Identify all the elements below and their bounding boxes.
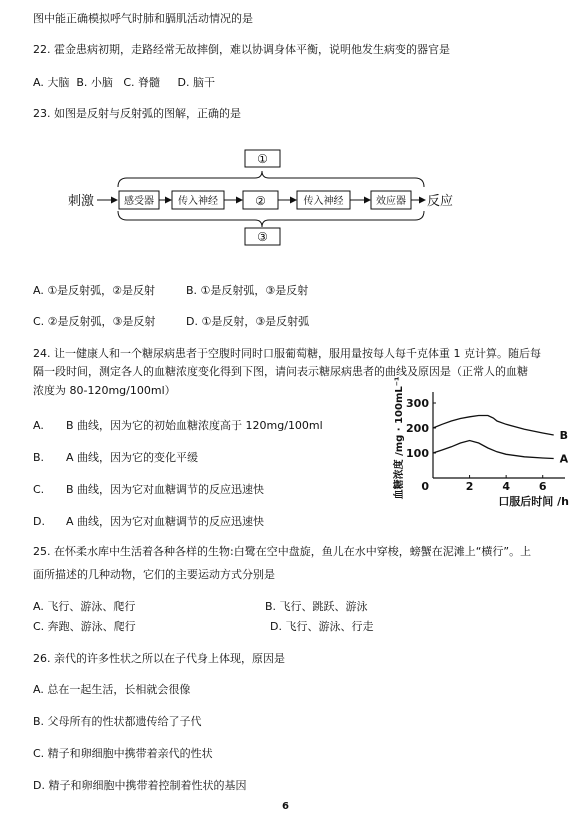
y-axis-label: 血糖浓度 /mg · 100mL⁻¹ bbox=[394, 376, 405, 500]
q24-option-d-letter: D. bbox=[33, 515, 45, 528]
q25-option-a: A. 飞行、游泳、爬行 bbox=[33, 600, 136, 613]
q23-option-b: B. ①是反射弧，③是反射 bbox=[186, 284, 309, 297]
box-1-label: ① bbox=[257, 152, 268, 166]
q25-option-d: D. 飞行、游泳、行走 bbox=[270, 620, 374, 633]
bottom-brace bbox=[118, 211, 424, 227]
q24-option-d: A 曲线，因为它对血糖调节的反应迅速快 bbox=[66, 515, 265, 528]
q23-option-d: D. ①是反射，③是反射弧 bbox=[186, 315, 310, 328]
x-axis-label: 口服后时间 /h bbox=[498, 495, 569, 508]
question-22-stem: 22. 霍金患病初期，走路经常无故摔倒，难以协调身体平衡，说明他发生病变的器官是 bbox=[33, 43, 450, 56]
center-label: ② bbox=[255, 194, 266, 208]
q24-option-c: B 曲线，因为它对血糖调节的反应迅速快 bbox=[66, 483, 265, 496]
q24-option-b-letter: B. bbox=[33, 451, 45, 464]
origin-label: 0 bbox=[421, 480, 429, 493]
question-24-stem-3: 浓度为 80-120mg/100ml） bbox=[33, 384, 176, 397]
q23-option-a: A. ①是反射弧，②是反射 bbox=[33, 284, 156, 297]
x-tick-label: 6 bbox=[538, 480, 547, 493]
effector-label: 效应器 bbox=[376, 196, 406, 207]
stimulus-label: 刺激 bbox=[68, 194, 95, 209]
question-21-tail: 图中能正确模拟呼气时肺和膈肌活动情况的是 bbox=[33, 12, 253, 25]
response-label: 反应 bbox=[427, 194, 454, 209]
q25-option-c: C. 奔跑、游泳、爬行 bbox=[33, 620, 136, 633]
x-tick-label: 4 bbox=[502, 480, 510, 493]
series-label-B: B bbox=[559, 429, 569, 442]
series-line-A bbox=[433, 441, 554, 459]
q24-option-a-letter: A. bbox=[33, 419, 44, 432]
y-tick-label: 200 bbox=[406, 422, 429, 435]
q24-option-a: B 曲线，因为它的初始血糖浓度高于 120mg/100ml bbox=[66, 419, 323, 432]
box-3-label: ③ bbox=[257, 230, 268, 244]
y-tick-label: 100 bbox=[406, 447, 429, 460]
y-tick-label: 300 bbox=[406, 397, 429, 410]
blood-glucose-chart bbox=[378, 376, 569, 510]
question-25-stem-1: 25. 在怀柔水库中生活着各种各样的生物:白鹭在空中盘旋，鱼儿在水中穿梭，螃蟹在泥滩上“横行”。上 bbox=[33, 545, 532, 558]
question-26-stem: 26. 亲代的许多性状之所以在子代身上体现，原因是 bbox=[33, 652, 285, 665]
question-25-stem-2: 面所描述的几种动物，它们的主要运动方式分别是 bbox=[33, 568, 275, 581]
q24-option-b: A 曲线，因为它的变化平缓 bbox=[66, 451, 199, 464]
q26-option-a: A. 总在一起生活，长相就会很像 bbox=[33, 683, 191, 696]
afferent-label: 传入神经 bbox=[178, 196, 218, 207]
question-23-stem: 23. 如图是反射与反射弧的图解，正确的是 bbox=[33, 107, 241, 120]
q25-option-b: B. 飞行、跳跃、游泳 bbox=[265, 600, 368, 613]
question-22-options: A. 大脑 B. 小脑 C. 脊髓 D. 脑干 bbox=[33, 76, 215, 89]
receptor-label: 感受器 bbox=[124, 196, 154, 207]
efferent-label: 传入神经 bbox=[303, 196, 344, 207]
q26-option-b: B. 父母所有的性状都遗传给了子代 bbox=[33, 715, 202, 728]
q26-option-c: C. 精子和卵细胞中携带着亲代的性状 bbox=[33, 747, 213, 760]
q24-option-c-letter: C. bbox=[33, 483, 45, 496]
x-tick-label: 2 bbox=[465, 480, 474, 493]
series-label-A: A bbox=[559, 452, 569, 466]
question-24-stem-1: 24. 让一健康人和一个糖尿病患者于空腹时同时口服葡萄糖，服用量按每人每千克体重 1 克计算。随后每 bbox=[33, 347, 541, 360]
top-brace bbox=[118, 171, 424, 187]
q26-option-d: D. 精子和卵细胞中携带着控制着性状的基因 bbox=[33, 779, 247, 792]
page-number: 6 bbox=[282, 801, 289, 812]
question-24-stem-2: 隔一段时间，测定各人的血糖浓度变化得到下图，请问表示糖尿病患者的曲线及原因是（正常人的血糖 bbox=[33, 365, 528, 378]
series-line-B bbox=[433, 416, 554, 436]
q23-option-c: C. ②是反射弧，③是反射 bbox=[33, 315, 156, 328]
